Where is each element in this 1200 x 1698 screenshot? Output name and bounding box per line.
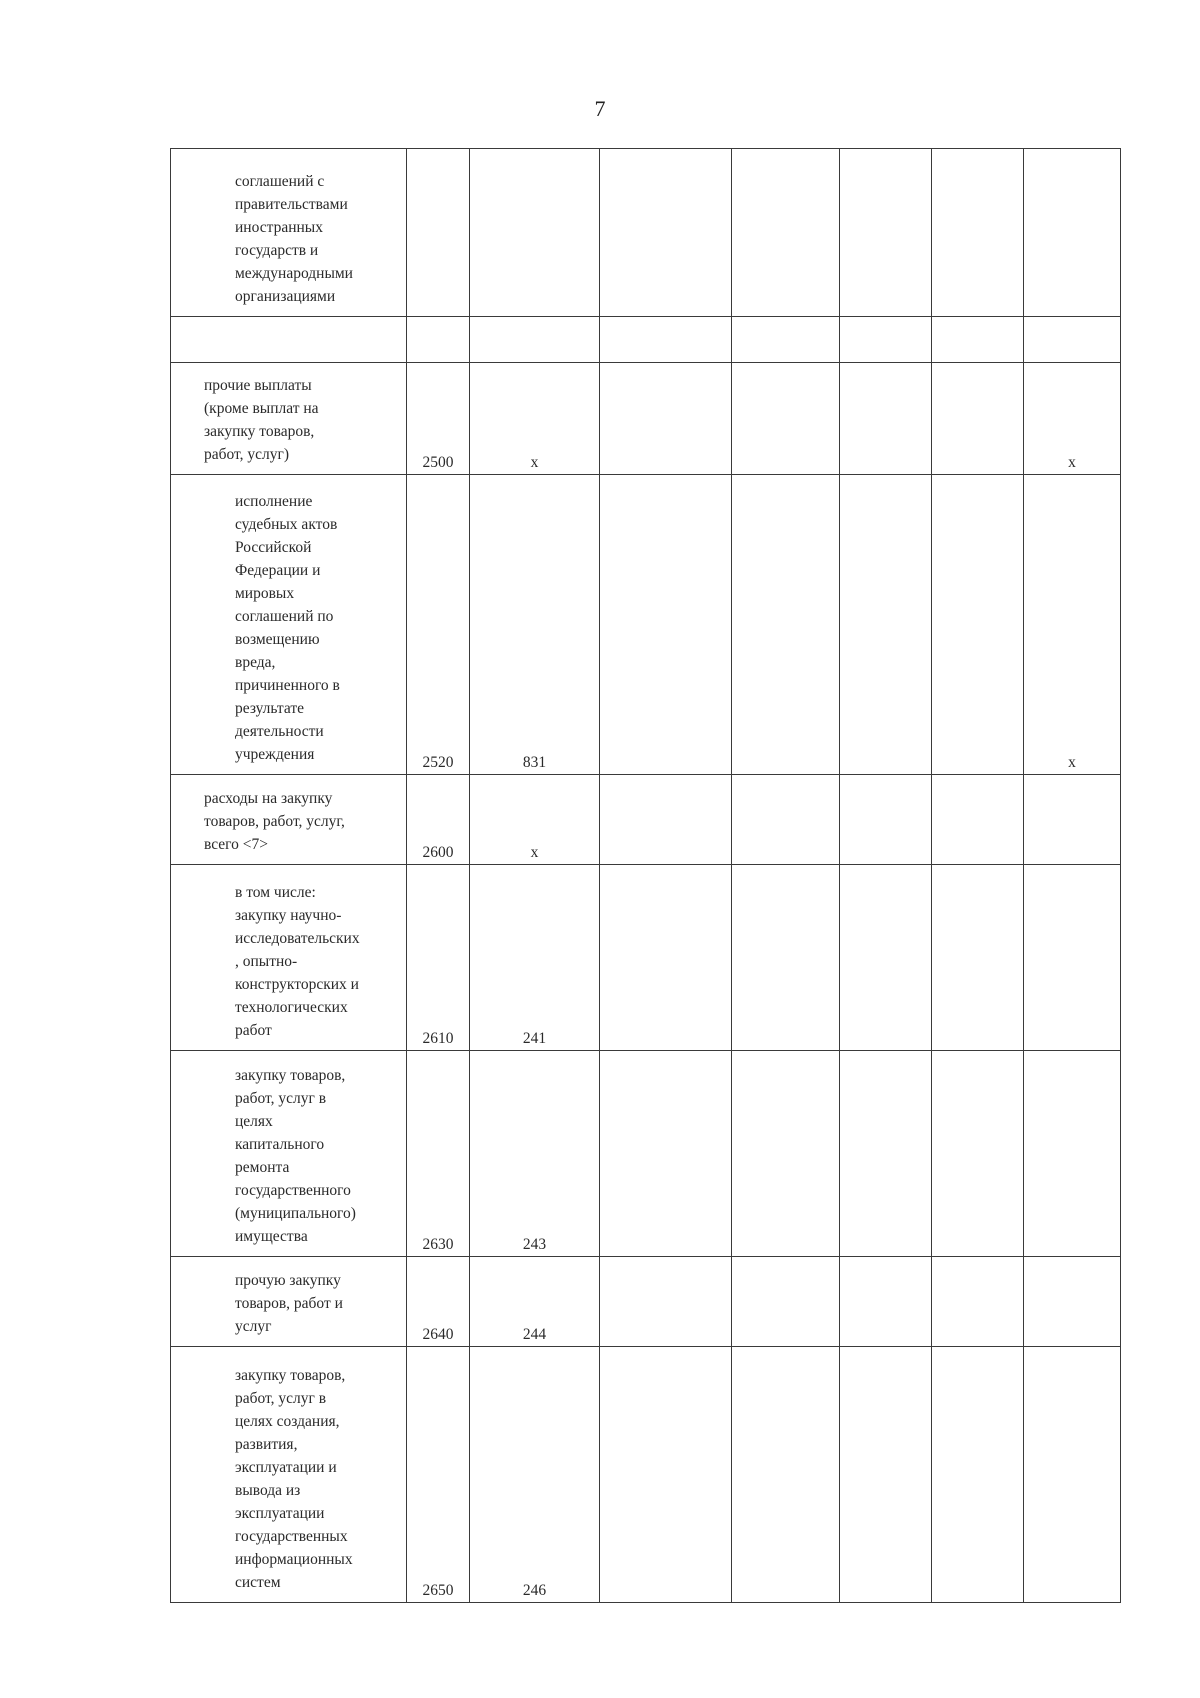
table-row (171, 865, 1121, 1051)
row-label-line: капитального (235, 1136, 325, 1153)
row-value-cell (840, 363, 932, 475)
row-value-cell (732, 149, 840, 317)
row-label-line: Российской (235, 539, 312, 556)
row-label-line: ремонта (235, 1159, 290, 1176)
row-kbk-code: 246 (470, 1347, 600, 1603)
row-label-line: закупку товаров, (204, 423, 315, 440)
row-label-line: товаров, работ и (235, 1295, 343, 1312)
table-body (171, 149, 1121, 1603)
row-label-line: всего <7> (204, 836, 269, 853)
row-label-line: (кроме выплат на (204, 400, 319, 417)
row-value-cell (932, 1051, 1024, 1257)
row-label-line: иностранных (235, 219, 323, 236)
row-value-cell (732, 475, 840, 775)
row-label-line: услуг (235, 1318, 272, 1335)
row-label-line: товаров, работ, услуг, (204, 813, 345, 830)
row-label-line: соглашений по (235, 608, 334, 625)
row-value-cell (732, 1051, 840, 1257)
row-code: 2630 (407, 1051, 470, 1257)
row-last-cell (1024, 1257, 1121, 1347)
row-label (171, 1056, 406, 1256)
row-label-line: соглашений с (235, 173, 325, 190)
row-value-cell (600, 317, 732, 363)
row-label-cell (171, 1257, 407, 1347)
row-label-line: развития, (235, 1436, 298, 1453)
row-value-cell (932, 475, 1024, 775)
row-kbk-code: 243 (470, 1051, 600, 1257)
row-code: 2520 (407, 475, 470, 775)
row-label-line: закупку товаров, (235, 1067, 346, 1084)
row-value-cell (840, 1257, 932, 1347)
row-last-cell (1024, 149, 1121, 317)
budget-table (170, 148, 1121, 1603)
row-code (407, 149, 470, 317)
row-label-line: работ, услуг) (204, 446, 290, 463)
row-kbk-code: 244 (470, 1257, 600, 1347)
row-label-line: вывода из (235, 1482, 301, 1499)
row-value-cell (840, 149, 932, 317)
row-label-line: работ, услуг в (235, 1390, 327, 1407)
row-last-cell: x (1024, 363, 1121, 475)
row-kbk-code: 831 (470, 475, 600, 775)
row-label (171, 1261, 406, 1346)
row-label-cell (171, 317, 407, 363)
table-row (171, 149, 1121, 317)
row-label-line: государственных (235, 1528, 348, 1545)
row-code: 2500 (407, 363, 470, 475)
row-value-cell (840, 1347, 932, 1603)
row-label (171, 346, 406, 362)
row-label-line: причиненного в (235, 677, 340, 694)
row-value-cell (600, 1257, 732, 1347)
row-value-cell (840, 475, 932, 775)
row-label-line: целях создания, (235, 1413, 340, 1430)
row-value-cell (932, 775, 1024, 865)
row-label-line: технологических (235, 999, 348, 1016)
table-row (171, 363, 1121, 475)
row-label-line: информационных (235, 1551, 353, 1568)
table-row (171, 1347, 1121, 1603)
row-label (171, 1356, 406, 1602)
row-value-cell (932, 149, 1024, 317)
row-last-cell (1024, 775, 1121, 865)
row-last-cell (1024, 1347, 1121, 1603)
row-label (171, 779, 406, 864)
row-code (407, 317, 470, 363)
row-last-cell: x (1024, 475, 1121, 775)
row-label-cell (171, 1347, 407, 1603)
row-label-line: исполнение (235, 493, 313, 510)
row-value-cell (732, 317, 840, 363)
table-row (171, 1257, 1121, 1347)
row-label-cell (171, 865, 407, 1051)
row-value-cell (840, 865, 932, 1051)
row-code: 2640 (407, 1257, 470, 1347)
table-row (171, 775, 1121, 865)
row-label-line: работ (235, 1022, 272, 1039)
row-kbk-code: x (470, 775, 600, 865)
row-value-cell (600, 865, 732, 1051)
row-value-cell (932, 1257, 1024, 1347)
row-value-cell (600, 363, 732, 475)
row-value-cell (840, 775, 932, 865)
row-value-cell (600, 775, 732, 865)
row-label-line: учреждения (235, 746, 315, 763)
row-label-line: эксплуатации (235, 1505, 325, 1522)
row-value-cell (732, 1347, 840, 1603)
row-label-line: мировых (235, 585, 295, 602)
row-label-line: целях (235, 1113, 273, 1130)
row-last-cell (1024, 1051, 1121, 1257)
table-row (171, 1051, 1121, 1257)
row-value-cell (600, 1051, 732, 1257)
row-label-line: деятельности (235, 723, 324, 740)
row-value-cell (600, 475, 732, 775)
row-last-cell (1024, 317, 1121, 363)
row-code: 2610 (407, 865, 470, 1051)
row-label-line: (муниципального) (235, 1205, 356, 1222)
row-label-line: государств и (235, 242, 319, 259)
row-label-line: международными (235, 265, 353, 282)
row-label (171, 162, 406, 316)
row-value-cell (732, 775, 840, 865)
row-label-line: закупку научно- (235, 907, 342, 924)
table-row (171, 317, 1121, 363)
row-label-line: прочие выплаты (204, 377, 312, 394)
row-label-cell (171, 149, 407, 317)
row-label-line: работ, услуг в (235, 1090, 327, 1107)
row-label-line: конструкторских и (235, 976, 359, 993)
row-label-line: расходы на закупку (204, 790, 333, 807)
row-value-cell (600, 149, 732, 317)
row-value-cell (932, 865, 1024, 1051)
row-value-cell (840, 317, 932, 363)
table-row (171, 475, 1121, 775)
row-label-line: систем (235, 1574, 281, 1591)
row-label (171, 873, 406, 1050)
row-label-line: государственного (235, 1182, 351, 1199)
row-label-line: результате (235, 700, 304, 717)
row-label-line: закупку товаров, (235, 1367, 346, 1384)
row-label-line: исследовательских (235, 930, 360, 947)
row-code: 2650 (407, 1347, 470, 1603)
row-value-cell (932, 1347, 1024, 1603)
row-value-cell (732, 363, 840, 475)
row-label-line: вреда, (235, 654, 276, 671)
row-code: 2600 (407, 775, 470, 865)
row-label-line: , опытно- (235, 953, 298, 970)
row-label-line: возмещению (235, 631, 320, 648)
row-last-cell (1024, 865, 1121, 1051)
page-number: 7 (594, 96, 606, 121)
row-label-cell (171, 475, 407, 775)
row-value-cell (840, 1051, 932, 1257)
row-label-line: организациями (235, 288, 336, 305)
row-value-cell (932, 317, 1024, 363)
row-value-cell (600, 1347, 732, 1603)
row-label-line: эксплуатации и (235, 1459, 337, 1476)
row-kbk-code: x (470, 363, 600, 475)
row-kbk-code (470, 149, 600, 317)
row-label (171, 482, 406, 774)
row-kbk-code (470, 317, 600, 363)
row-label (171, 366, 406, 474)
row-label-line: судебных актов (235, 516, 338, 533)
row-label-cell (171, 775, 407, 865)
row-label-line: имущества (235, 1228, 308, 1245)
row-value-cell (732, 865, 840, 1051)
row-value-cell (932, 363, 1024, 475)
row-value-cell (732, 1257, 840, 1347)
row-label-cell (171, 1051, 407, 1257)
row-label-line: правительствами (235, 196, 348, 213)
row-label-line: прочую закупку (235, 1272, 341, 1289)
row-label-cell (171, 363, 407, 475)
row-label-line: в том числе: (235, 884, 316, 901)
row-label-line: Федерации и (235, 562, 321, 579)
row-kbk-code: 241 (470, 865, 600, 1051)
